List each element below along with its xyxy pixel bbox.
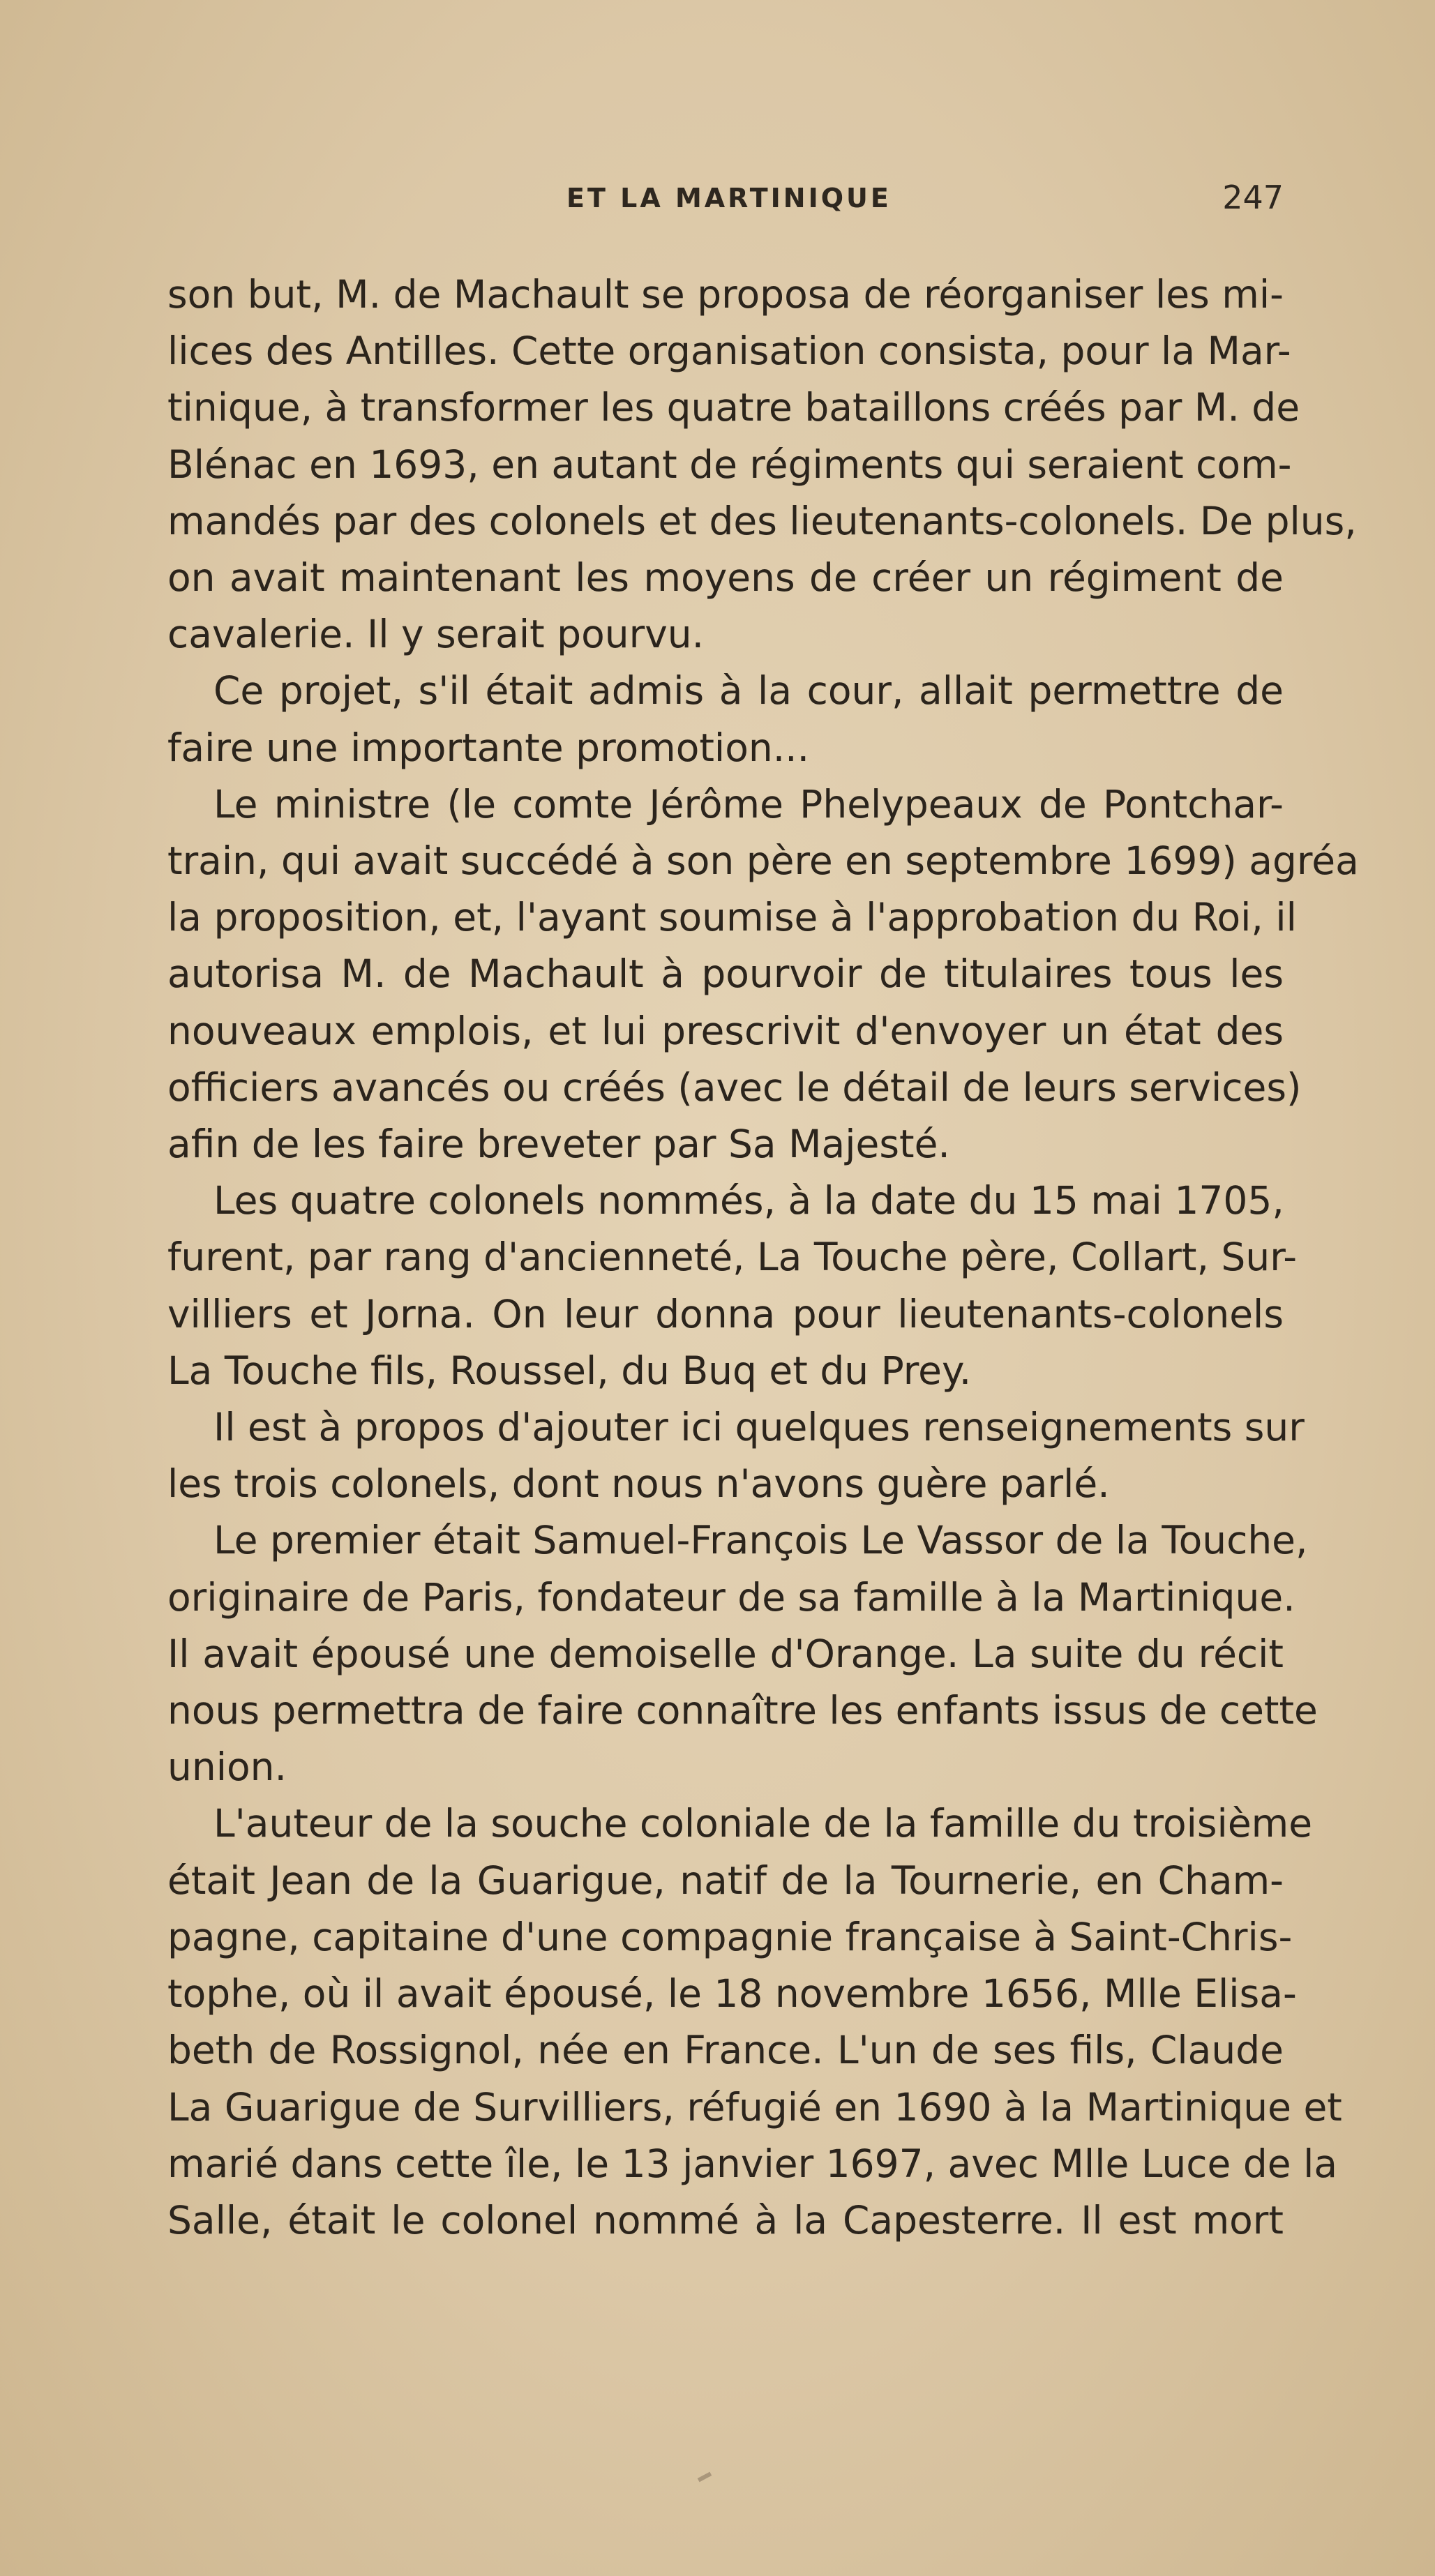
text-line: officiers avancés ou créés (avec le détail de leurs services) [167, 1064, 1302, 1110]
text-line: son but, M. de Machault se proposa de réorganiser les mi- [167, 272, 1284, 317]
text-line: marié dans cette île, le 13 janvier 1697, avec Mlle Luce de la [167, 2141, 1338, 2186]
text-line: pagne, capitaine d'une compagnie française à Saint-Chris- [167, 1914, 1293, 1959]
text-line: Il est à propos d'ajouter ici quelques renseignements sur [213, 1405, 1305, 1450]
text-line: nous permettra de faire connaître les enfants issus de cette [167, 1688, 1318, 1733]
text-line: mandés par des colonels et des lieutenants-colonels. De plus, [167, 498, 1357, 543]
body-text [167, 266, 1359, 2249]
text-line: La Touche fils, Roussel, du Buq et du Prey. [167, 1348, 972, 1393]
text-line: villiers et Jorna. On leur donna pour lieutenants-colonels [167, 1291, 1284, 1336]
text-line: Il avait épousé une demoiselle d'Orange. La suite du récit [167, 1631, 1284, 1676]
text-line: Les quatre colonels nommés, à la date du 15 mai 1705, [213, 1178, 1284, 1223]
text-line: nouveaux emplois, et lui prescrivit d'envoyer un état des [167, 1008, 1284, 1053]
paper-speck [698, 2472, 712, 2483]
text-line: Ce projet, s'il était admis à la cour, allait permettre de [213, 668, 1284, 714]
text-line: tinique, à transformer les quatre bataillons créés par M. de [167, 385, 1300, 430]
text-line: train, qui avait succédé à son père en septembre 1699) agréa [167, 838, 1359, 884]
text-line: tophe, où il avait épousé, le 18 novembre 1656, Mlle Elisa- [167, 1971, 1297, 2017]
text-line: faire une importante promotion... [167, 725, 810, 770]
text-line: L'auteur de la souche coloniale de la famille du troisième [213, 1801, 1313, 1846]
text-line: la proposition, et, l'ayant soumise à l'approbation du Roi, il [167, 895, 1297, 940]
text-line: autorisa M. de Machault à pourvoir de titulaires tous les [167, 951, 1284, 997]
text-line: union. [167, 1745, 287, 1790]
running-title: ET LA MARTINIQUE [566, 183, 892, 213]
text-line: Salle, était le colonel nommé à la Capesterre. Il est mort [167, 2197, 1284, 2243]
text-line: furent, par rang d'ancienneté, La Touche père, Collart, Sur- [167, 1235, 1298, 1280]
running-head [167, 179, 1284, 225]
text-line: on avait maintenant les moyens de créer un régiment de [167, 555, 1284, 601]
text-line: beth de Rossignol, née en France. L'un de ses fils, Claude [167, 2028, 1284, 2073]
text-line: Le premier était Samuel-François Le Vassor de la Touche, [213, 1518, 1308, 1563]
text-line: Le ministre (le comte Jérôme Phelypeaux de Pontchar- [213, 781, 1284, 827]
text-line: était Jean de la Guarigue, natif de la Tournerie, en Cham- [167, 1858, 1284, 1903]
text-line: Blénac en 1693, en autant de régiments qui seraient com- [167, 442, 1292, 487]
text-line: afin de les faire breveter par Sa Majesté. [167, 1122, 950, 1167]
text-line: originaire de Paris, fondateur de sa famille à la Martinique. [167, 1574, 1295, 1620]
page-number: 247 [1222, 179, 1284, 216]
text-line: cavalerie. Il y serait pourvu. [167, 612, 705, 657]
text-line: les trois colonels, dont nous n'avons guère parlé. [167, 1461, 1110, 1507]
text-line: lices des Antilles. Cette organisation consista, pour la Mar- [167, 329, 1291, 374]
text-line: La Guarigue de Survilliers, réfugié en 1690 à la Martinique et [167, 2084, 1342, 2130]
